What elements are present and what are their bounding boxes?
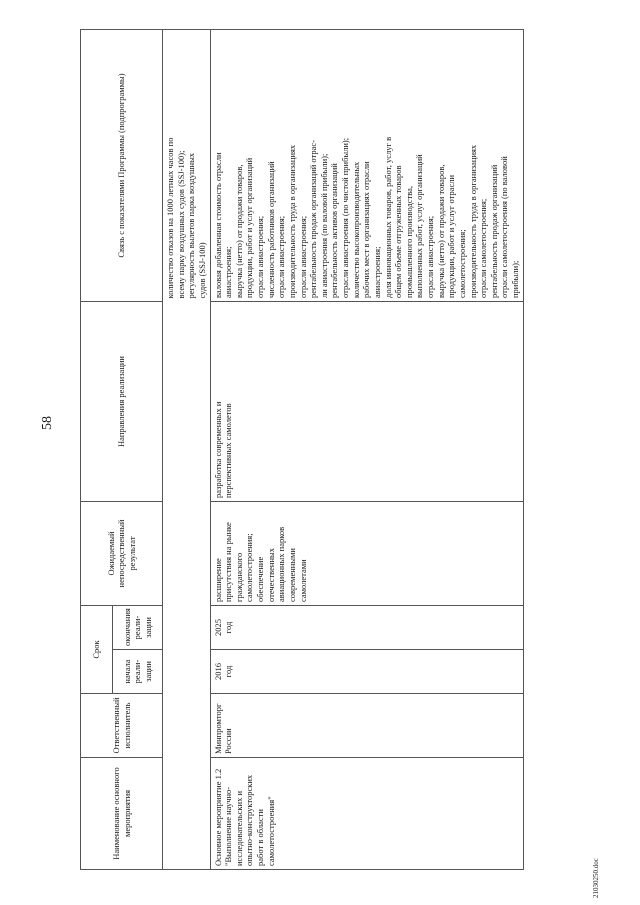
header-row-1 — [81, 30, 113, 870]
footer-code: 21030250.doc — [592, 858, 600, 898]
header-name: Наименование основного мероприятия — [81, 758, 163, 870]
continuation-text — [163, 30, 211, 302]
rotated-table-container — [80, 30, 550, 870]
continuation-line: регулярность вылетов парка воздушных — [186, 152, 197, 299]
header-term: Срок — [81, 606, 113, 694]
header-result: Ожидаемый непосредственный результат — [81, 502, 163, 606]
header-link: Связь с показателями Программы (подпрограммы) — [81, 30, 163, 302]
end-cell: 2025 год — [210, 606, 523, 650]
link-cell: валовая добавленная стоимость отрасли авиастроения; выручка (нетто) от продажи товаров, продукции, работ и услуг организаций отрасли авиастроения; численность работников организаций отрасли авиастроения; производительность труда в организациях отрасли авиастроения; рентабельность продаж организаций отрас- ли авиастроения (по валовой прибыли); рентабельность активов организаций отрасли авиастроения (по чистой прибыли); количество высокопроизводительных рабочих мест в организациях отрасли авиастроения; доля инновационных товаров, работ, услуг в общем объеме отгруженных товаров промышленного производства, выполненных работ, услуг организаций отрасли авиастроения; выручка (нетто) от продажи товаров, продукции, работ и услуг отрасли самолетостроения; производительность труда в организациях отрасли самолетостроения; рентабельность продаж организаций отрасли самолетостроения (по валовой прибыли); — [210, 30, 523, 302]
continuation-row — [163, 30, 211, 870]
directions-cell: разработка современных и перспективных самолетов — [210, 302, 523, 502]
measure-name-cell: Основное мероприятие 1.2 "Выполнение научно- исследовательских и опытно-конструкторских работ в области самолетостроения" — [210, 758, 523, 870]
page-number: 58 — [40, 416, 55, 430]
continuation-line: судов (SSJ-100) — [196, 242, 207, 299]
header-end: окончания реали-зации — [113, 606, 163, 650]
header-executor: Ответственный исполнитель — [81, 694, 163, 758]
continuation-line: всему парку воздушных судов (SSJ-100); — [175, 150, 186, 299]
header-start: начала реали-зации — [113, 650, 163, 694]
executor-cell: Минпромторг России — [210, 694, 523, 758]
result-cell: расширение присутствия на рынке гражданского самолетостроения; обеспечение отечественных авиационных парков современными самолетами — [210, 502, 523, 606]
header-directions: Направления реализации — [81, 302, 163, 502]
measures-table — [80, 29, 524, 870]
continuation-line: количество отказов на 1000 летных часов по — [165, 137, 175, 299]
table-row — [210, 30, 523, 870]
start-cell: 2016 год — [210, 650, 523, 694]
